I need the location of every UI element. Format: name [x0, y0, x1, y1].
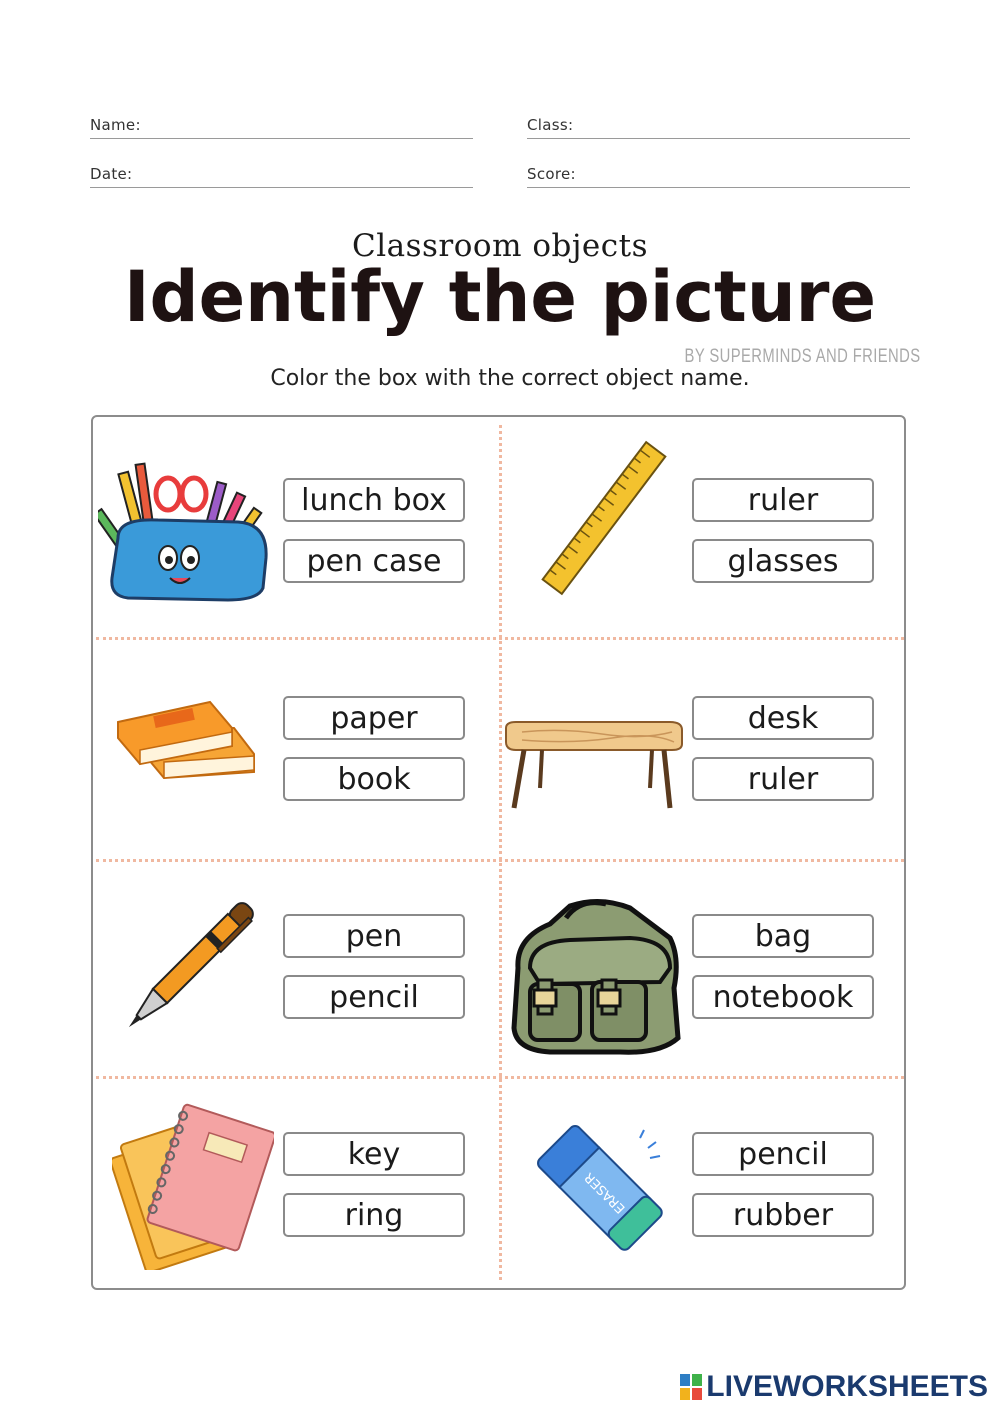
name-field[interactable] [90, 116, 473, 139]
pen-icon [116, 896, 262, 1038]
brand-logo-icon [680, 1374, 702, 1400]
pen-case-icon [98, 458, 280, 604]
option-box[interactable]: lunch box [283, 478, 465, 522]
worksheet-title: Identify the picture [123, 256, 877, 338]
option-box[interactable]: paper [283, 696, 465, 740]
option-box[interactable]: glasses [692, 539, 874, 583]
option-box[interactable]: ruler [692, 757, 874, 801]
book-icon [114, 698, 256, 792]
row-divider [96, 859, 904, 862]
eraser-icon [536, 1124, 668, 1254]
option-box[interactable]: desk [692, 696, 874, 740]
row-divider [96, 637, 904, 640]
option-box[interactable]: pencil [692, 1132, 874, 1176]
class-field[interactable] [527, 116, 910, 139]
name-label: Name: [90, 116, 141, 134]
notebook-icon [112, 1102, 274, 1270]
column-divider [499, 425, 502, 1280]
worksheet-subtitle: Classroom objects [351, 228, 649, 264]
option-box[interactable]: rubber [692, 1193, 874, 1237]
desk-icon [502, 718, 686, 814]
liveworksheets-logo [680, 1370, 988, 1404]
option-box[interactable]: pen [283, 914, 465, 958]
option-box[interactable]: notebook [692, 975, 874, 1019]
ruler-icon [538, 432, 670, 604]
bag-icon [510, 898, 682, 1056]
option-box[interactable]: ruler [692, 478, 874, 522]
class-label: Class: [527, 116, 574, 134]
date-label: Date: [90, 165, 133, 183]
option-box[interactable]: pencil [283, 975, 465, 1019]
author-byline: BY SUPERMINDS AND FRIENDS [684, 346, 920, 367]
option-box[interactable]: ring [283, 1193, 465, 1237]
date-field[interactable] [90, 165, 473, 188]
option-box[interactable]: pen case [283, 539, 465, 583]
brand-name: LIVEWORKSHEETS [706, 1370, 988, 1403]
option-box[interactable]: key [283, 1132, 465, 1176]
row-divider [96, 1076, 904, 1079]
option-box[interactable]: book [283, 757, 465, 801]
svg-text:ERASER: ERASER [581, 1169, 629, 1216]
instruction-text: Color the box with the correct object name. [270, 366, 750, 391]
score-field[interactable] [527, 165, 910, 188]
score-label: Score: [527, 165, 576, 183]
option-box[interactable]: bag [692, 914, 874, 958]
